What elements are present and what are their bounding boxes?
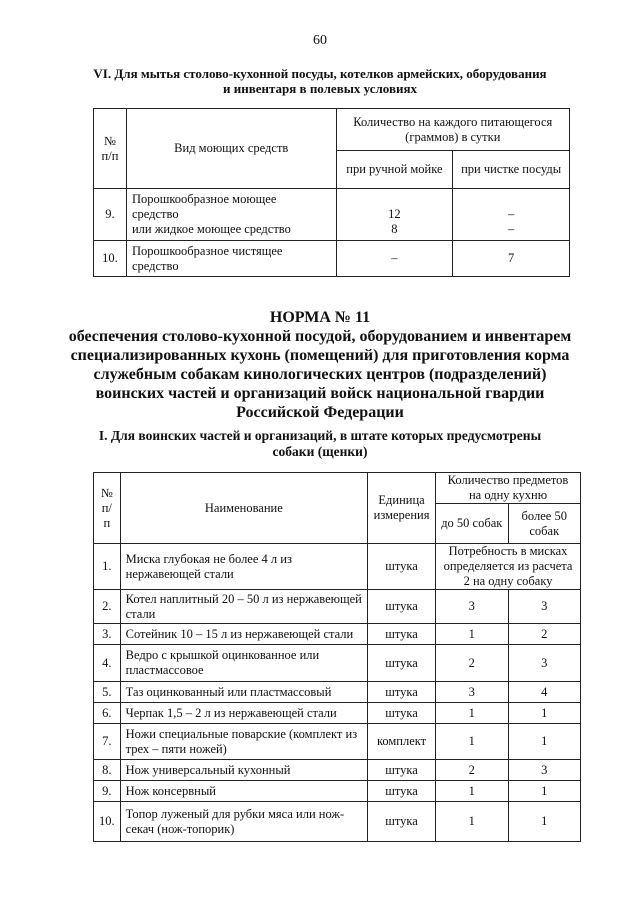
norm-title-line-1: обеспечения столово-кухонной посудой, оборудованием и инвентарем [68, 328, 572, 345]
row-name-line: или жидкое моющее средство [131, 222, 291, 236]
row-value-over-50: 4 [508, 682, 581, 703]
row-name [126, 241, 336, 277]
row-name: Котел наплитный 20 – 50 л из нержавеющей стали [120, 590, 367, 624]
row-value-up-to-50: 3 [436, 590, 508, 624]
row-value-up-to-50: 3 [436, 682, 508, 703]
row-value-over-50: 1 [508, 781, 581, 802]
table-row [94, 703, 581, 724]
section-1-heading [90, 428, 550, 460]
row-unit: штука [368, 544, 436, 590]
row-num: 6. [94, 703, 121, 724]
row-unit: штука [368, 760, 436, 781]
row-unit: штука [368, 682, 436, 703]
row-name: Ножи специальные поварские (комплект из трех – пяти ножей) [120, 724, 367, 760]
section-6-heading [80, 66, 560, 96]
header-quantity: Количество на каждого питающегося (граммов) в сутки [336, 109, 569, 151]
row-name: Топор луженый для рубки мяса или нож-секач (нож-топорик) [120, 802, 367, 842]
norm-title: НОРМА № 11 [269, 309, 371, 326]
header-num: № п/п [94, 473, 121, 544]
row-value-up-to-50: 1 [436, 802, 508, 842]
table-row [94, 781, 581, 802]
norm-title-block [60, 308, 580, 422]
row-value-line: 12 [388, 207, 401, 221]
row-value-over-50: 3 [508, 645, 581, 682]
table-row [94, 624, 581, 645]
section-6-heading-line-2: и инвентаря в полевых условиях [222, 81, 418, 96]
row-name: Черпак 1,5 – 2 л из нержавеющей стали [120, 703, 367, 724]
header-num: № п/п [94, 109, 127, 189]
section-1-heading-line-2: собаки (щенки) [272, 444, 368, 459]
row-value-line [342, 192, 448, 207]
norm-title-line-3: служебным собакам кинологических центров (подразделений) [93, 366, 547, 383]
row-num: 2. [94, 590, 121, 624]
row-unit: штука [368, 802, 436, 842]
row-value-line: – [508, 222, 515, 236]
row-value-over-50: 3 [508, 760, 581, 781]
row-name: Миска глубокая не более 4 л из нержавеющей стали [120, 544, 367, 590]
row-unit: штука [368, 645, 436, 682]
norm-title-line-4: воинских частей и организаций войск национальной гвардии [95, 385, 545, 402]
row-name-line: средство [131, 258, 179, 273]
row-name-line: средство [131, 207, 179, 221]
row-value-over-50: 1 [508, 703, 581, 724]
header-name: Наименование [120, 473, 367, 544]
row-value-over-50: 1 [508, 802, 581, 842]
row-value-line: – [508, 207, 515, 221]
row-value-over-50: 3 [508, 590, 581, 624]
row-value-cleaning: 7 [453, 241, 570, 277]
row-value-up-to-50: 1 [436, 624, 508, 645]
row-value-up-to-50: 2 [436, 760, 508, 781]
row-value-up-to-50: 1 [436, 703, 508, 724]
row-num: 9. [94, 189, 127, 241]
row-num: 7. [94, 724, 121, 760]
header-quantity: Количество предметов на одну кухню [436, 473, 581, 504]
table-row [94, 544, 581, 590]
row-num: 4. [94, 645, 121, 682]
row-value-up-to-50: 1 [436, 724, 508, 760]
row-num: 10. [94, 241, 127, 277]
table-row [94, 760, 581, 781]
row-unit: штука [368, 703, 436, 724]
kitchen-equipment-table [93, 472, 581, 842]
row-value-manual: – [336, 241, 453, 277]
table-row [94, 241, 570, 277]
table-row [94, 802, 581, 842]
row-name: Сотейник 10 – 15 л из нержавеющей стали [120, 624, 367, 645]
header-detergent-type: Вид моющих средств [126, 109, 336, 189]
row-value-over-50: 2 [508, 624, 581, 645]
row-num: 1. [94, 544, 121, 590]
row-name: Ведро с крышкой оцинкованное или пластмассовое [120, 645, 367, 682]
row-value-up-to-50: 1 [436, 781, 508, 802]
detergents-table [93, 108, 570, 277]
table-row [94, 189, 570, 241]
header-up-to-50: до 50 собак [436, 504, 508, 544]
row-merged-note: Потребность в мисках определяется из расчета 2 на одну собаку [436, 544, 581, 590]
row-unit: комплект [368, 724, 436, 760]
header-unit: Единица измерения [368, 473, 436, 544]
row-num: 5. [94, 682, 121, 703]
row-value-manual [336, 189, 453, 241]
row-name-line: Порошкообразное чистящее [131, 243, 283, 258]
section-6-heading-line-1: VI. Для мытья столово-кухонной посуды, котелков армейских, оборудования [93, 66, 547, 81]
page-number: 60 [313, 33, 327, 48]
row-unit: штука [368, 624, 436, 645]
row-value-line: 8 [391, 222, 398, 236]
row-unit: штука [368, 781, 436, 802]
row-name: Нож консервный [120, 781, 367, 802]
row-value-cleaning [453, 189, 570, 241]
row-num: 3. [94, 624, 121, 645]
row-unit: штука [368, 590, 436, 624]
header-over-50: более 50 собак [508, 504, 581, 544]
table-row [94, 590, 581, 624]
row-value-line [458, 192, 564, 207]
norm-title-line-5: Российской Федерации [236, 404, 404, 421]
row-name [126, 189, 336, 241]
table-row [94, 645, 581, 682]
norm-title-line-2: специализированных кухонь (помещений) для приготовления корма [70, 347, 570, 364]
header-manual-washing: при ручной мойке [336, 151, 453, 189]
row-num: 10. [94, 802, 121, 842]
row-name: Нож универсальный кухонный [120, 760, 367, 781]
row-name-line: Порошкообразное моющее [131, 192, 277, 206]
row-value-over-50: 1 [508, 724, 581, 760]
section-1-heading-line-1: I. Для воинских частей и организаций, в штате которых предусмотрены [98, 428, 542, 443]
row-num: 9. [94, 781, 121, 802]
header-dish-cleaning: при чистке посуды [453, 151, 570, 189]
table-row [94, 682, 581, 703]
row-num: 8. [94, 760, 121, 781]
row-name: Таз оцинкованный или пластмассовый [120, 682, 367, 703]
table-row [94, 724, 581, 760]
row-value-up-to-50: 2 [436, 645, 508, 682]
